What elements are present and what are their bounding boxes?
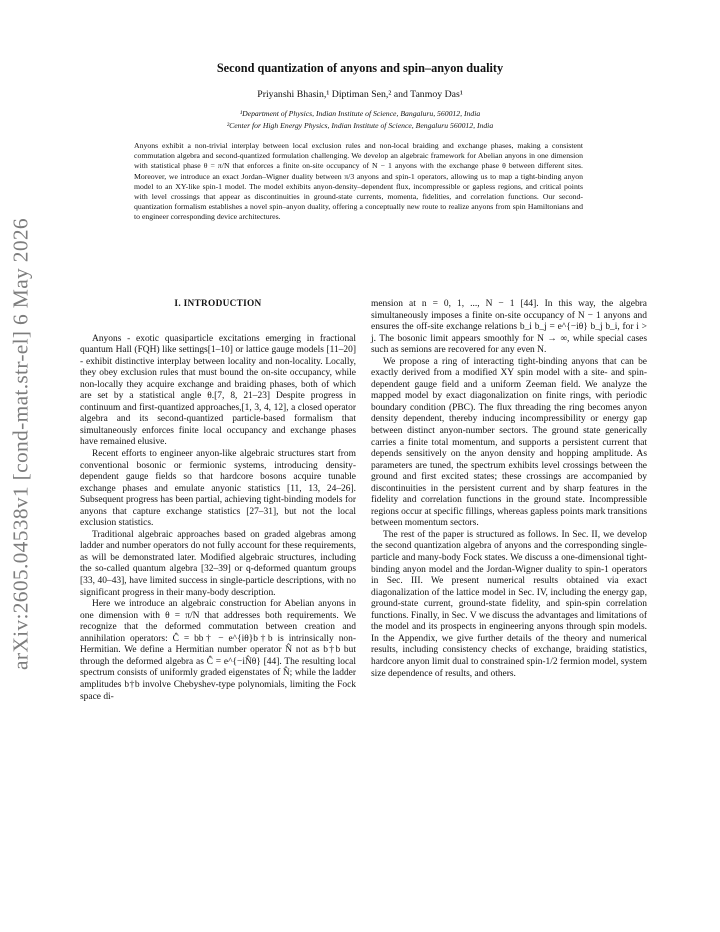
author-list: Priyanshi Bhasin,¹ Diptiman Sen,² and Tanmoy Das¹: [257, 89, 463, 100]
affiliation-2: ²Center for High Energy Physics, Indian Institute of Science, Bengaluru 560012, India: [226, 121, 494, 130]
left-column: [80, 299, 356, 703]
abstract: Anyons exhibit a non-trivial interplay between local exclusion rules and non-local braiding and exchange phases, making a consistent commutation algebra and second-quantized formulation challenging. We develop an algebraic framework for Abelian anyons in one dimension with statistical phase θ = π/N that enforces a finite on-site occupancy of N − 1 anyons with the exchange phase θ between different sites. Moreover, we introduce an exact Jordan–Wigner duality between π/3 anyons and spin-1 operators, allowing us to map a tight-binding anyon model to an XY-like spin-1 model. The model exhibits anyon-density–dependent flux, incompressible or gapless regions, and critical points with level crossings that appear as discontinuities in ground-state currents, momenta, fidelities, and correlation functions. Our second-quantization formalism establishes a novel spin–anyon duality, offering a conceptually new route to realize anyons from spin Hamiltonians and to engineer corresponding device architectures.: [134, 141, 583, 222]
arxiv-identifier-text: arXiv:2605.04538v1 [cond-mat.str-el] 6 May 2026: [8, 218, 33, 670]
paragraph: The rest of the paper is structured as follows. In Sec. II, we develop the second quantization algebra of anyons and the corresponding single-particle and many-body Fock states. We discuss a one-dimensional tight-binding anyon model and the Jordan-Wigner duality to spin-1 operators in Sec. III. We present numerical results obtained via exact diagonalization of the lattice model in Sec. IV, including the energy gap, ground-state current, ground-state fidelity, and spin-spin correlation functions. Finally, in Sec. V we discuss the advantages and limitations of the model and its prospects in engineering anyons through spin models. In the Appendix, we give further details of the theory and numerical results, including consistency checks of exchange, braiding statistics, hardcore anyon limit dual to constrained spin-1/2 fermion model, system size dependence of results, and others.: [371, 529, 647, 679]
arxiv-identifier-stamp: [2, 218, 40, 670]
section-heading-introduction: I. INTRODUCTION: [174, 299, 262, 309]
paragraph: Recent efforts to engineer anyon-like algebraic structures start from conventional bosonic or fermionic systems, introducing density-dependent gauge fields so that hardcore bosons acquire tunable exchange phases and emulate anyonic statistics [11, 13, 24–26]. Subsequent progress has been partial, achieving tight-binding models for anyons that capture exchange statistics [27–31], but not the local exclusion statistics.: [80, 449, 356, 529]
paragraph-continued: mension at n = 0, 1, ..., N − 1 [44]. In this way, the algebra simultaneously imposes a finite on-site occupancy of N − 1 anyons and ensures the off-site exchange relations b_i b_j = e^{−iθ} b_j b_i, for i > j. The bosonic limit appears smoothly for N → ∞, while special cases such as semions are recovered for any even N.: [371, 299, 647, 356]
affiliation-1: ¹Department of Physics, Indian Institute of Science, Bangaluru, 560012, India: [239, 109, 481, 118]
paragraph: We propose a ring of interacting tight-binding anyons that can be exactly derived from a modified XY spin model with a site- and spin-dependent gauge field and a uniform Zeeman field. We analyze the mapped model by exact diagonalization on finite rings, with periodic boundary condition (PBC). The flux threading the ring becomes anyon density dependent, thereby inducing incompressibility or energy gap between distinct anyon-number sectors. The ground state generically carries a finite total momentum, and supports a persistent current that depends sensitively on the anyon density and hopping amplitude. As parameters are tuned, the spectrum exhibits level crossings between the ground and first excited states; these crossings are accompanied by discontinuities in the persistent current and by sharp features in the fidelity and correlation functions in the ground state. Incompressible regions occur at specific fillings, whereas gapless points mark transitions between momentum sectors.: [371, 356, 647, 529]
right-column: [371, 299, 647, 680]
paper-title: Second quantization of anyons and spin–anyon duality: [216, 61, 504, 75]
paragraph: Here we introduce an algebraic construction for Abelian anyons in one dimension with θ = π/N that addresses both requirements. We recognize that the deformed commutation between creation and annihilation operators: Ĉ = bb† − e^{iθ}b†b is intrinsically non-Hermitian. We define a Hermitian number operator N̂ not as b†b but through the deformed algebra as Ĉ = e^{−iN̂θ} [44]. The resulting local spectrum consists of uniformly graded eigenstates of N̂; while the ladder amplitudes b†b involve Chebyshev-type polynomials, limiting the Fock space di-: [80, 599, 356, 702]
paragraph: Anyons - exotic quasiparticle excitations emerging in fractional quantum Hall (FQH) like settings[1–10] or lattice gauge models [11–20] - exhibit distinctive interplay between locality and non-locality. Locally, they obey exclusion rules that must bound the on-site occupancy, while non-locally they acquire exchange and braiding phases, both of which are set by a statistical angle θ.[7, 8, 21–23] Despite progress in continuum and first-quantized approaches,[1, 3, 4, 12], a closed operator algebra and its second-quantized particle-based formalism that simultaneously enforces finite local occupancy and exchange phases have remained elusive.: [80, 333, 356, 448]
paragraph: Traditional algebraic approaches based on graded algebras among ladder and number operators do not fully account for these requirements, as will be demonstrated later. Modified algebraic structures, including the so-called quantum algebra [32–39] or q-deformed quantum groups [33, 40–43], have limited success in single-particle descriptions, with no significant progress in their many-body description.: [80, 529, 356, 598]
